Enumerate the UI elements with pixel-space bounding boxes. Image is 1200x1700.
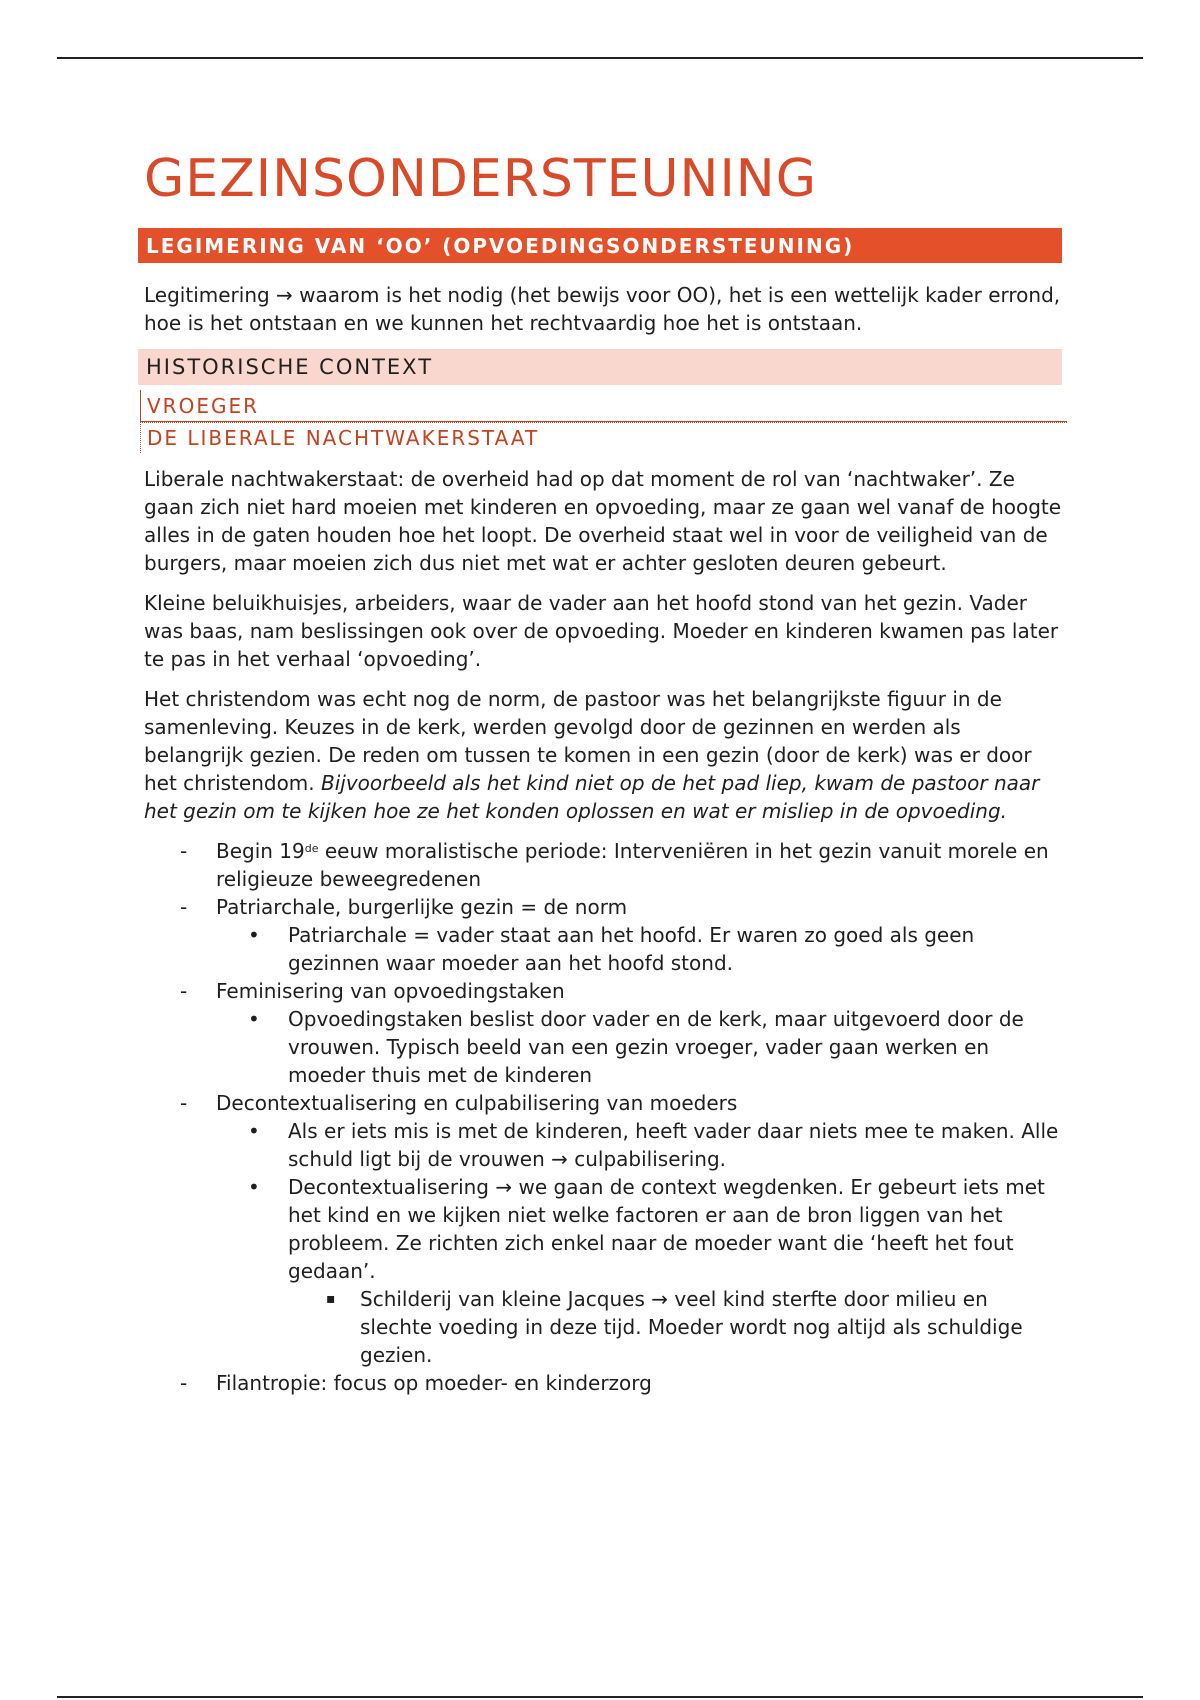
- dash-marker: -: [180, 1370, 188, 1395]
- dash-marker: -: [180, 838, 188, 863]
- list-subitem: • Als er iets mis is met de kinderen, heeft vader daar niets mee te maken. Alle schuld ligt bij de vrouwen → culpabilisering.: [248, 1118, 1059, 1171]
- dash-marker: -: [180, 1090, 188, 1115]
- bullet-marker: •: [248, 1006, 260, 1031]
- list-subsubitem: ▪ Schilderij van kleine Jacques → veel kind sterfte door milieu en slechte voeding in deze tijd. Moeder wordt nog altijd als schuldige gezien.: [326, 1286, 1023, 1367]
- paragraph-christendom: [144, 685, 1062, 825]
- list-item: - Decontextualisering en culpabilisering van moeders: [180, 1090, 738, 1115]
- paragraph-beluikhuisjes: Kleine beluikhuisjes, arbeiders, waar de vader aan het hoofd stond van het gezin. Vader was baas, nam beslissingen ook over de opvoeding. Moeder en kinderen kwamen pas later te pas in het verhaal ‘opvoeding’.: [144, 590, 1059, 671]
- list-item: - Begin 19de eeuw moralistische periode: Interveniëren in het gezin vanuit morele en religieuze beweegredenen: [180, 838, 1049, 891]
- list-subitem: • Opvoedingstaken beslist door vader en de kerk, maar uitgevoerd door de vrouwen. Typisch beeld van een gezin vroeger, vader gaan werken en moeder thuis met de kinderen: [248, 1006, 1024, 1087]
- bullet-marker: •: [248, 922, 260, 947]
- paragraph-christendom-text: Het christendom was echt nog de norm, de pastoor was het belangrijkste figuur in de samenleving. Keuzes in de kerk, werden gevolgd door de gezinnen en werden als belangrijk gezien. De reden om tussen te komen in een gezin (door de kerk) was er door het christendom.: [144, 686, 1032, 795]
- list-item: - Filantropie: focus op moeder- en kinderzorg: [180, 1370, 652, 1395]
- dash-marker: -: [180, 894, 188, 919]
- dash-marker: -: [180, 978, 188, 1003]
- list-item: - Patriarchale, burgerlijke gezin = de norm: [180, 894, 628, 919]
- bullet-marker: •: [248, 1174, 260, 1199]
- heading-historische-context: HISTORISCHE CONTEXT: [138, 349, 1062, 385]
- square-marker: ▪: [326, 1290, 336, 1307]
- document-title: GEZINSONDERSTEUNING: [144, 149, 817, 209]
- heading-vroeger: VROEGER: [140, 390, 1067, 422]
- heading-legitimering: LEGIMERING VAN ‘OO’ (OPVOEDINGSONDERSTEUNING): [138, 228, 1062, 263]
- list-subitem: • Patriarchale = vader staat aan het hoofd. Er waren zo goed als geen gezinnen waar moeder aan het hoofd stond.: [248, 922, 975, 975]
- paragraph-christendom-example: Bijvoorbeeld als het kind niet op de het pad liep, kwam de pastoor naar het gezin om te kijken hoe ze het konden oplossen en wat er misliep in de opvoeding.: [144, 770, 1040, 823]
- document-body: [138, 150, 1062, 1397]
- list-subitem: • Decontextualisering → we gaan de context wegdenken. Er gebeurt iets met het kind en we kijken niet welke factoren er aan de bron liggen van het probleem. Ze richten zich enkel naar de moeder want die ‘heeft het fout gedaan’.: [248, 1174, 1045, 1283]
- top-rule: [57, 57, 1143, 59]
- history-list: [138, 837, 1062, 1397]
- paragraph-nachtwakerstaat: Liberale nachtwakerstaat: de overheid had op dat moment de rol van ‘nachtwaker’. Ze gaan zich niet hard moeien met kinderen en opvoeding, maar ze gaan wel vanaf de hoogte alles in de gaten houden hoe het loopt. De overheid staat wel in voor de veiligheid van de burgers, maar moeien zich dus niet met wat er achter gesloten deuren gebeurt.: [144, 466, 1062, 575]
- heading-nachtwakerstaat: DE LIBERALE NACHTWAKERSTAAT: [140, 422, 1067, 453]
- bullet-marker: •: [248, 1118, 260, 1143]
- bottom-rule: [57, 1696, 1143, 1698]
- list-item: - Feminisering van opvoedingstaken: [180, 978, 565, 1003]
- intro-paragraph: Legitimering → waarom is het nodig (het bewijs voor OO), het is een wettelijk kader errond, hoe is het ontstaan en we kunnen het rechtvaardig hoe het is ontstaan.: [144, 282, 1061, 335]
